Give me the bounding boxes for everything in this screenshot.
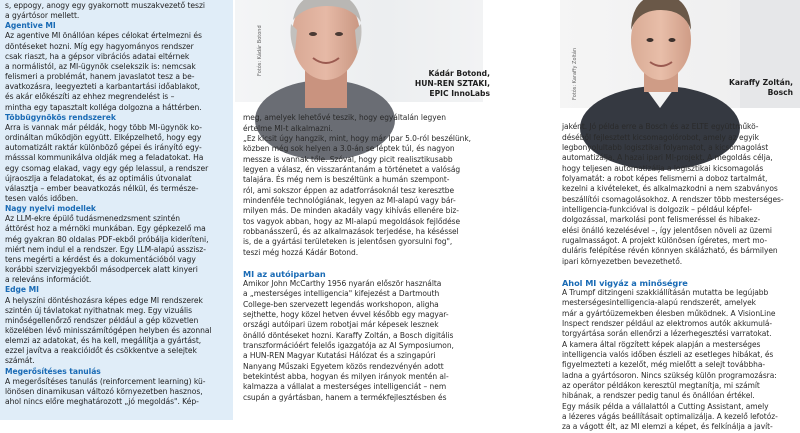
photo-credit-left: Fotós: Kádár Botond [257, 25, 263, 76]
right-text-line: Egy másik példa a vállalattól a Cutting Assistant, amely [562, 401, 769, 411]
sidebar-box [0, 0, 233, 420]
sidebar-text-line: a releváns információt. [5, 275, 92, 285]
right-text-line: za a vágott élt, az MI elemzi a képet, és felkínálja a javít- [562, 422, 773, 432]
sidebar-text-line: Az agentive MI önállóan képes célokat értelmezni és [5, 31, 202, 41]
right-text-line: ipari környezetben bevezethető. [562, 256, 683, 266]
right-text-line: az operátor példákon keresztül megtanítja, mi számít [562, 380, 760, 390]
sidebar-heading: Nagy nyelvi modellek [5, 204, 96, 214]
middle-text-line: ról, ami sokszor éppen az adatforrásoknál tesz keresztbe [243, 185, 455, 195]
right-text-line: beszállítói csomagolásokhoz. A rendszer több mesterséges- [562, 194, 784, 204]
right-text-line: hogy teljesen automatizálja a logisztikai kicsomagolás [562, 163, 764, 173]
middle-text-line: kalmazza a vállalat a mesterséges intelligenciát – nem [243, 382, 447, 392]
middle-text-line: sejthette, hogy közel hetven évvel később egy magyar- [243, 309, 449, 319]
sidebar-text-line: Arra is vannak már példák, hogy több MI-ügynök ko- [5, 122, 202, 132]
article-right-column [562, 112, 797, 432]
sidebar-text-line: tesen valós időben. [5, 193, 79, 203]
sidebar-text-line: lönösen dinamikusan változó környezetben hasznos, [5, 386, 203, 396]
caption-left-line: Kádár Botond, [428, 69, 490, 78]
sidebar-text-line: A helyszíni döntéshozásra képes edge MI rendszerek [5, 295, 203, 305]
sidebar-text-line: és akár előkészíti az ehhez megrendelést is – [5, 92, 175, 102]
sidebar-text-line: szintén új távlatokat nyithatnak meg. Egy vizuális [5, 305, 192, 315]
sidebar-text-line: Az LLM-ekre épülő tudásmenedzsment szintén [5, 214, 180, 224]
sidebar-text-line: egy csomag elakad, vagy egy gép lelassul, a rendszer [5, 163, 209, 173]
caption-left-line: EPIC InnoLabs [429, 89, 490, 98]
sidebar-heading: Edge MI [5, 285, 39, 295]
sidebar-text-line: minőségellenőrző rendszer például a gép közvetlen [5, 315, 199, 325]
sidebar-text-line: újraoszlja a feladatokat, és az optimális útvonalat [5, 173, 192, 183]
sidebar-text-line: csak riaszt, ha a gépsor vibrációs adatai eltérnek [5, 51, 190, 61]
sidebar-text-line: A megerősítéses tanulás (reinforcement learning) kü- [5, 376, 206, 386]
middle-text-line: mindenféle technológiának, legyen az MI-alapú vagy bár- [243, 196, 456, 206]
right-text-line: mesterségesintelligencia-alapú rendszerét, amelyek [562, 298, 756, 308]
right-text-line: Inspect rendszer például az elektromos autók akkumulá- [562, 318, 773, 328]
middle-text-line: Amikor John McCarthy 1956 nyarán először használta [243, 278, 442, 288]
caption-right-line: Karaffy Zoltán, [729, 78, 793, 87]
sidebar-text-line: elemzi az adatokat, és ha kell, megállítja a gyártást, [5, 336, 202, 346]
middle-text-line: is, de a gyártási területeken is jelentősen gyorsulni fog", [243, 237, 453, 247]
right-text-line: rugalmasságot. A projekt különösen ígéretes, mert mo- [562, 236, 767, 246]
middle-text-line: önálló döntéseket hozni. Karaffy Zoltán, a Bosch digitális [243, 330, 454, 340]
middle-text-line: talajára. És még nem is beszéltünk a humán szempont- [243, 175, 450, 185]
right-text-line: hibának, a rendszer pedig tanul és önállóan értékel. [562, 391, 755, 401]
middle-text-line: országi autóipari üzem robotjai már képesek lesznek [243, 320, 439, 330]
sidebar-text-line: közelében lévő minisszámítógépen helyben és azonnal [5, 326, 212, 335]
sidebar-text-line: ordináltan működjön együtt. Elképzelhető, hogy egy [5, 133, 202, 143]
middle-heading: MI az autóiparban [243, 268, 326, 279]
right-text-line: a lézeres vágás beállításait optimalizálja. A kezelő lefotóz- [562, 411, 778, 421]
sidebar-heading: Többügynökös rendszerek [5, 112, 116, 122]
sidebar-text-line: áttörést hoz a mérnöki munkában. Egy gépkezelő ma [5, 224, 206, 234]
sidebar-text-line: még gyakran 80 oldalas PDF-ekből próbálja kideríteni, [5, 234, 209, 244]
middle-text-line: College-ben szervezett legendás workshopon, aligha [243, 299, 439, 309]
middle-text-line: csupán a gyártásban, hanem a termékfejlesztésben és [243, 392, 447, 402]
middle-text-line: milyen más. De minden akadály vagy kihívás ellenére biz- [243, 206, 459, 216]
middle-text-line: legyen a válasz, én visszarántanám a történetet a valóság [243, 165, 461, 175]
caption-left-line: HUN-REN SZTAKI, [414, 79, 490, 88]
sidebar-text-line: automatizált raktár különböző gépei és irányító egy- [5, 143, 202, 153]
right-text-line: intelligencia valós időben észleli az esetleges hibákat, és [562, 349, 774, 359]
right-text-line: dolgozással, markolási pont felismeréssel és hibakez- [562, 215, 761, 225]
middle-text-line [243, 103, 546, 113]
sidebar-text-line: tens megérti a kérdést és a dokumentációból vagy [5, 254, 196, 264]
right-text-line: folyamatát: a robot képes felismerni a doboz tartalmát, [562, 174, 768, 184]
middle-text-line: a „mesterséges intelligencia" kifejezést a Dartmouth [243, 289, 440, 299]
article-middle-column [243, 103, 546, 420]
right-text-line: intelligencia-funkcióval is dolgozik – például képfel- [562, 205, 752, 215]
sidebar-text-line: s, eppogy, anogy egy gyakornott muszakvezető teszi [5, 1, 205, 10]
right-text-line: torgyártása során ellenőrzi a lézerhegesztési varratokat. [562, 329, 772, 339]
sidebar-heading: Megerősítéses tanulás [5, 366, 101, 376]
middle-text-line: tos vagyok abban, hogy az MI-alapú megoldások fejlődése [243, 216, 461, 226]
right-text-line: már a gyártóüzemekben élesben működnek. A VisionLine [562, 308, 776, 318]
middle-text-line: messze is vannak tőle. Szóval, hogy picit realisztikusabb [243, 154, 453, 164]
middle-text-line: betekintést abba, hogyan és milyen irányok mentén al- [243, 371, 449, 381]
sidebar-text-line: döntéseket hozni. Míg egy hagyományos rendszer [5, 41, 194, 51]
middle-text-line: Nanyang Műszaki Egyetem közös rendezvényén adott [243, 361, 444, 371]
sidebar-text-line: ezzel javítva a reakcióidőt és csökkentve a selejtek [5, 346, 197, 356]
middle-text-line: értelme MI-t alkalmazni. [243, 123, 333, 133]
sidebar-text-line: a gyártósor mellett. [5, 11, 80, 21]
middle-text-line: teszi még hozzá Kádár Botond. [243, 247, 359, 257]
sidebar-text [5, 1, 229, 407]
sidebar-text-line: korábbi szervizjegyekből másodpercek alatt kinyeri [5, 265, 198, 275]
right-text-line: legbonyolultabb logisztikai folyamatot, a kicsomagolást [562, 143, 769, 153]
right-text-line: déséből fejlesztett kicsomagolórobot, amely az egyik [562, 132, 759, 142]
middle-text-line [243, 258, 546, 268]
right-text-line: ladna a gyártósoron. Nincs szükség külön programozásra: [562, 370, 777, 380]
photo-credit-right: Fotós: Karaffy Zoltán [572, 47, 578, 100]
right-text-line: jaként. Jó példa erre a Bosch és az ELTE együttműkö- [562, 122, 759, 132]
sidebar-text-line: avatkozásra, leegyezteti a karbantartási időablakot, [5, 82, 200, 92]
caption-left [395, 69, 490, 99]
middle-text-line: transzformációért felelős igazgatója az AI Symposiumon, [243, 340, 454, 350]
right-text-line: duláris felépítése révén könnyen skálázható, és bármilyen [562, 246, 778, 256]
sidebar-text-line: felismeri a problémát, hanem javaslatot tesz a be- [5, 72, 195, 82]
middle-text-line: közben még sok helyen a 3.0-án se léptek túl, és nagyon [243, 144, 455, 154]
right-text-line: figyelmezteti a kezelőt, még mielőtt a selejt továbbha- [562, 360, 766, 370]
middle-text-line: a HUN-REN Magyar Kutatási Hálózat és a szingapúri [243, 351, 436, 361]
sidebar-text-line: mintha egy tapasztalt kolléga dolgozna a háttérben. [5, 102, 202, 112]
caption-right [700, 78, 793, 98]
sidebar-text-line: a normálistól, az MI-ügynök cselekszik is: nemcsak [5, 61, 196, 71]
right-text-line: A kamera által rögzített képek alapján a mesterséges [562, 339, 761, 349]
sidebar-text-line: ahol nincs előre meghatározott „jó megoldás". Kép- [5, 397, 199, 407]
right-text-line [562, 267, 797, 277]
right-text-line: A Trumpf ditzingeni szakkiállításán mutatta be legújabb [562, 287, 769, 297]
right-text-line: automatizálja. A hazai ipari MI-projekt. A megoldás célja, [562, 153, 773, 163]
middle-text-line: robbanásszerű, és az alkalmazások terjedése, ha késéssel [243, 227, 459, 237]
right-text-line: elési önálló kezelésével –, így jelentősen növeli az üzemi [562, 225, 772, 235]
sidebar-text-line: másssal kommunikálva oldják meg a feladatokat. Ha [5, 153, 204, 163]
right-text-line: kezelni a kivételeket, és alkalmazkodni a nem szabványos [562, 184, 778, 194]
middle-text-line: „Ez kicsit úgy hangzik, mint, hogy már Ipar 5.0-ról beszélünk, [243, 134, 471, 144]
caption-right-line: Bosch [767, 88, 793, 97]
sidebar-text-line: választja – ember beavatkozás nélkül, és természe- [5, 183, 199, 193]
right-heading: Ahol MI vigyáz a minőségre [562, 277, 688, 288]
right-text-line [562, 112, 797, 122]
middle-text-line: meg, amelyek lehetővé teszik, hogy egyáltalán legyen [243, 113, 446, 123]
sidebar-text-line: miért nem indul el a rendszer. Egy LLM-alapú asszisz- [5, 244, 206, 254]
sidebar-heading: Agentive MI [5, 21, 56, 31]
sidebar-text-line: számát. [5, 356, 35, 366]
